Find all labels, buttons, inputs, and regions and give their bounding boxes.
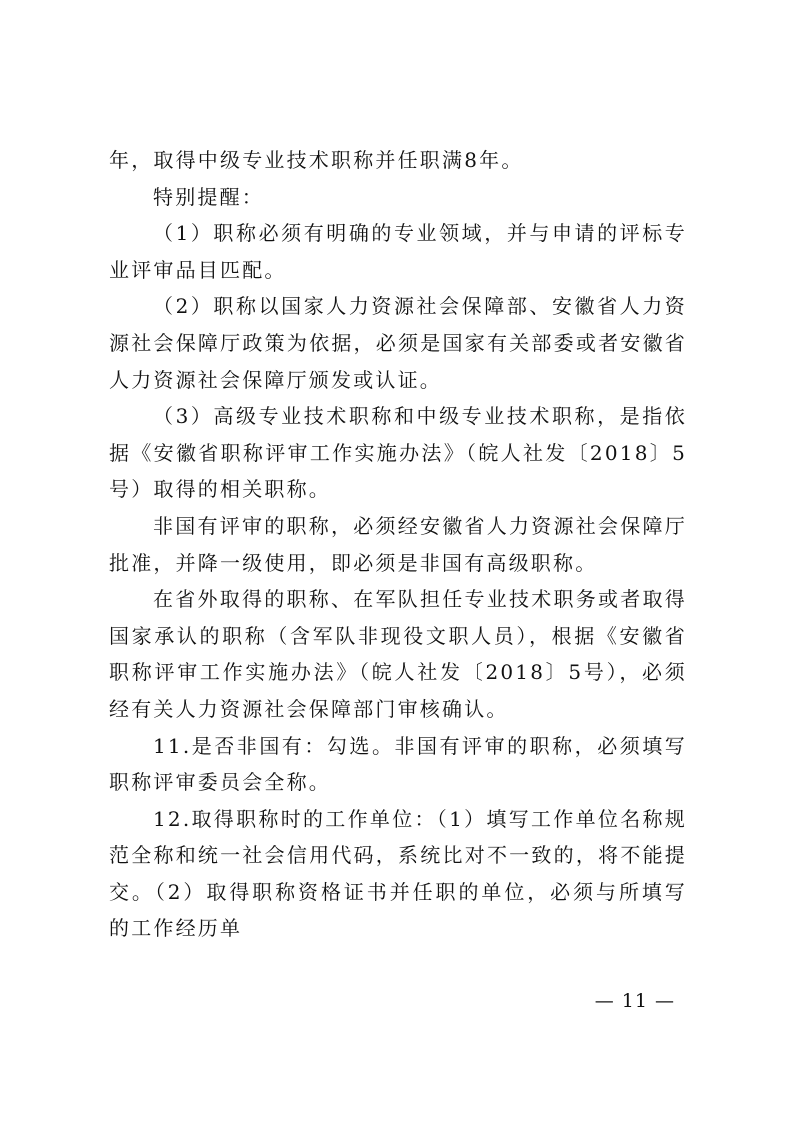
paragraph: （1）职称必须有明确的专业领域，并与申请的评标专业评审品目匹配。: [109, 221, 687, 282]
document-body: [109, 142, 687, 947]
paragraph: 12.取得职称时的工作单位：（1）填写工作单位名称规范全称和统一社会信用代码，系统比对不一致的，将不能提交。（2）取得职称资格证书并任职的单位，必须与所填写的工作经历单: [109, 806, 687, 941]
paragraph: 11.是否非国有：勾选。非国有评审的职称，必须填写职称评审委员会全称。: [109, 733, 687, 795]
page-number: — 11 —: [594, 990, 675, 1012]
paragraph: （3）高级专业技术职称和中级专业技术职称，是指依据《安徽省职称评审工作实施办法》（皖人社发〔2018〕5号）取得的相关职称。: [109, 404, 687, 502]
paragraph: （2）职称以国家人力资源社会保障部、安徽省人力资源社会保障厅政策为依据，必须是国家有关部委或者安徽省人力资源社会保障厅颁发或认证。: [109, 294, 687, 392]
paragraph-reminder-heading: 特别提醒：: [153, 184, 264, 209]
paragraph: 年，取得中级专业技术职称并任职满8年。: [109, 148, 524, 172]
paragraph: 非国有评审的职称，必须经安徽省人力资源社会保障厅批准，并降一级使用，即必须是非国有高级职称。: [109, 513, 687, 575]
paragraph: 在省外取得的职称、在军队担任专业技术职务或者取得国家承认的职称（含军队非现役文职人员），根据《安徽省职称评审工作实施办法》（皖人社发〔2018〕5号），必须经有关人力资源社会保障部门审核确认。: [109, 587, 687, 721]
